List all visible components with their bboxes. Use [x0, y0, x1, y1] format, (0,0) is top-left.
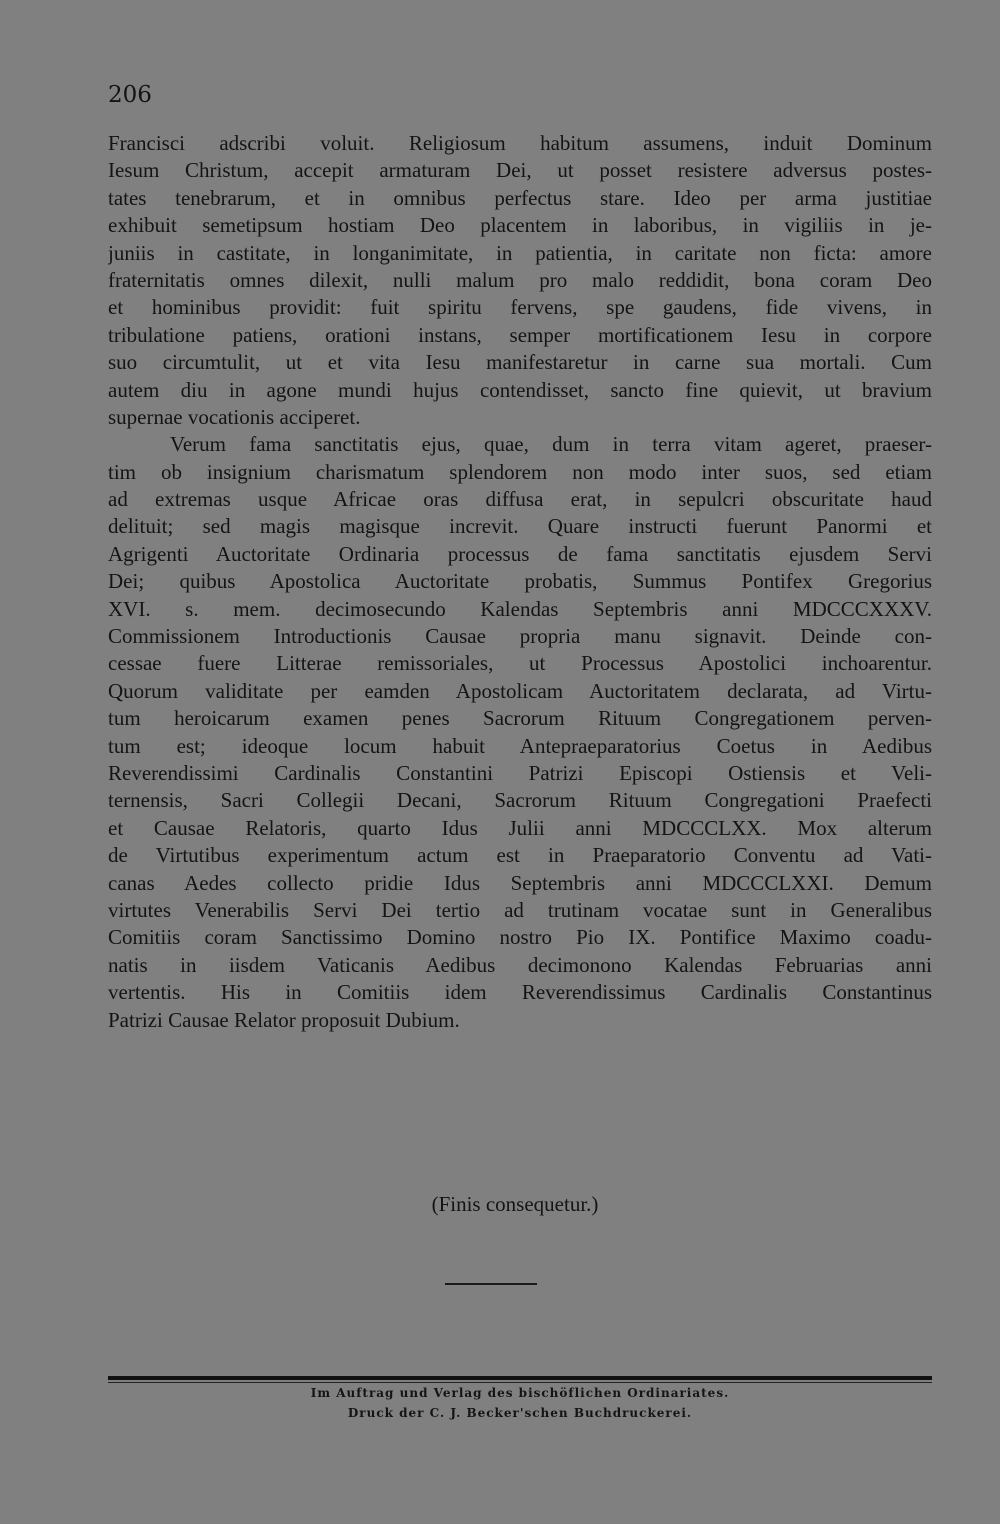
text-line: virtutes Venerabilis Servi Dei tertio ad trutinam vocatae sunt in Generalibus	[108, 897, 932, 922]
text-line: tim ob insignium charismatum splendorem non modo inter suos, sed etiam	[108, 459, 932, 484]
text-line: XVI. s. mem. decimosecundo Kalendas Septembris anni MDCCCXXXV.	[108, 596, 932, 621]
text-line: vertentis. His in Comitiis idem Reverendissimus Cardinalis Constantinus	[108, 980, 932, 1005]
imprint-printer: Druck der C. J. Becker'schen Buchdruckerei.	[347, 1406, 693, 1420]
text-line: juniis in castitate, in longanimitate, in patientia, in caritate non ficta: amore	[108, 240, 932, 265]
closing-note: (Finis consequetur.)	[431, 1192, 599, 1216]
text-line: supernae vocationis acciperet.	[108, 404, 361, 429]
imprint-publisher: Im Auftrag und Verlag des bischöflichen Ordinariates.	[310, 1386, 730, 1400]
text-line: cessae fuere Litterae remissoriales, ut Processus Apostolici inchoarentur.	[108, 651, 932, 676]
text-line: autem diu in agone mundi hujus contendisset, sancto fine quievit, ut bravium	[108, 377, 932, 402]
text-line: Iesum Christum, accepit armaturam Dei, ut posset resistere adversus postes-	[108, 158, 932, 183]
text-line: tum est; ideoque locum habuit Antepraeparatorius Coetus in Aedibus	[108, 733, 932, 758]
body-text	[108, 130, 932, 1034]
paragraph-2	[108, 431, 932, 1034]
text-line: tum heroicarum examen penes Sacrorum Rituum Congregationem perven-	[108, 706, 932, 731]
text-line: et hominibus providit: fuit spiritu fervens, spe gaudens, fide vivens, in	[108, 295, 932, 320]
text-line: ad extremas usque Africae oras diffusa erat, in sepulcri obscuritate haud	[108, 487, 932, 512]
footer-rule-thick	[108, 1376, 932, 1380]
text-line: tribulatione patiens, orationi instans, semper mortificationem Iesu in corpore	[108, 322, 932, 347]
text-line: Quorum validitate per eamden Apostolicam Auctoritatem declarata, ad Virtu-	[108, 678, 932, 703]
text-line: et Causae Relatoris, quarto Idus Julii anni MDCCCLXX. Mox alterum	[108, 815, 932, 840]
text-line: Agrigenti Auctoritate Ordinaria processus de fama sanctitatis ejusdem Servi	[108, 541, 932, 566]
text-line: natis in iisdem Vaticanis Aedibus decimonono Kalendas Februarias anni	[108, 952, 932, 977]
text-line: Dei; quibus Apostolica Auctoritate probatis, Summus Pontifex Gregorius	[108, 569, 932, 594]
text-line: delituit; sed magis magisque increvit. Quare instructi fuerunt Panormi et	[108, 514, 932, 539]
text-line: exhibuit semetipsum hostiam Deo placentem in laboribus, in vigiliis in je-	[108, 213, 932, 238]
short-divider	[445, 1283, 537, 1285]
text-line: Francisci adscribi voluit. Religiosum habitum assumens, induit Dominum	[108, 131, 932, 155]
text-line: tates tenebrarum, et in omnibus perfectus stare. Ideo per arma justitiae	[108, 185, 932, 210]
text-line: Patrizi Causae Relator proposuit Dubium.	[108, 1007, 460, 1032]
text-line: Verum fama sanctitatis ejus, quae, dum in terra vitam ageret, praeser-	[170, 432, 932, 457]
text-line: canas Aedes collecto pridie Idus Septembris anni MDCCCLXXI. Demum	[108, 870, 932, 895]
text-line: suo circumtulit, ut et vita Iesu manifestaretur in carne sua mortali. Cum	[108, 350, 932, 375]
paragraph-1	[108, 130, 932, 431]
footer-rule-thin	[108, 1382, 932, 1383]
page-number: 206	[108, 82, 152, 108]
text-line: de Virtutibus experimentum actum est in Praeparatorio Conventu ad Vati-	[108, 843, 932, 868]
text-line: Commissionem Introductionis Causae propria manu signavit. Deinde con-	[108, 624, 932, 649]
text-line: fraternitatis omnes dilexit, nulli malum pro malo reddidit, bona coram Deo	[108, 267, 932, 292]
text-line: ternensis, Sacri Collegii Decani, Sacrorum Rituum Congregationi Praefecti	[108, 788, 932, 813]
text-line: Reverendissimi Cardinalis Constantini Patrizi Episcopi Ostiensis et Veli-	[108, 760, 932, 785]
text-line: Comitiis coram Sanctissimo Domino nostro Pio IX. Pontifice Maximo coadu-	[108, 925, 932, 950]
